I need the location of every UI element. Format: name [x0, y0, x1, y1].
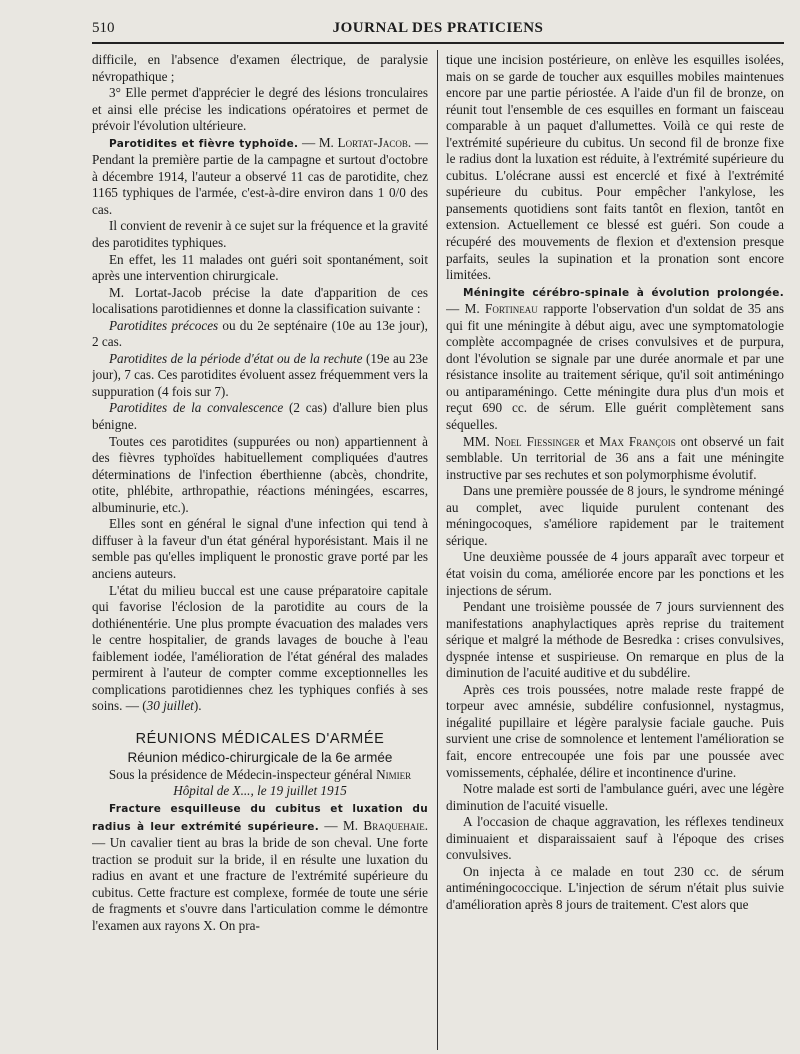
article-title: Parotidites et fièvre typhoïde.: [109, 137, 299, 150]
paragraph: MM. Noel Fiessinger et Max François ont observé un fait semblable. Un territorial de 36 ans a fait une méningite instructive par ses rechutes et son polymorphisme évolutif.: [446, 433, 784, 482]
article-meningite: Méningite cérébro-spinale à évolution prolongée. — M. Fortineau rapporte l'observation d'un soldat de 35 ans qui fit une méningite à début aigu, avec une symptomatologie complète accompagnée de crises convulsives et de purpura, dont l'évolution se signale par une durée anormale et par une résistance insolite au traitement sérique, qu'il soit antiméningo ou antiparaméningo. Cette méningite dura plus d'un mois et reçut 690 cc. de sérum. Elle guérit complètement sans séquelles.: [446, 286, 784, 433]
journal-title: JOURNAL DES PRATICIENS: [332, 20, 544, 36]
left-column: [92, 52, 428, 1052]
article-fracture: Fracture esquilleuse du cubitus et luxation du radius à leur extrémité supérieure. — M. Braquehaie. — Un cavalier tient au bras la bride de son cheval. Une forte traction se produit sur la bride, il en résulte une luxation du radius en avant et une fracture de l'extrémité supérieure du cubitus. Cette fracture est complexe, formée de toute une série de fragments et s'ouvre dans l'articulation comme le démontre l'examen aux rayons X. On pra-: [92, 802, 428, 933]
header-rule: [92, 42, 784, 44]
paragraph: L'état du milieu buccal est une cause préparatoire capitale qui favorise l'éclosion de la parotidite au cours de la dothiénentérie. Une plus prompte évacuation des malades vers le centre hospitalier, de grands lavages de bouche à l'eau faiblement iodée, l'amélioration de l'état général des malades permirent à l'auteur de compter comme exceptionnelles les complications parotidiennes chez les typhiques confiés à ses soins. — (30 juillet).: [92, 582, 428, 714]
author-name: Noel Fiessinger: [494, 433, 580, 449]
president-name: Nimier: [376, 766, 412, 782]
paragraph: Toutes ces parotidites (suppurées ou non) appartiennent à des fièvres typhoïdes habituellement compliquées d'autres déterminations de l'infection éberthienne (abcès, chondrite, otite, phlébite, arthropathie, réactions méningées, escarres, albuminurie, etc.).: [92, 433, 428, 515]
right-column: [446, 52, 784, 1052]
paragraph: Après ces trois poussées, notre malade reste frappé de torpeur avec amnésie, subdélire confusionnel, nystagmus, inégalité pupillaire et légère paralysie faciale gauche. Puis survient une crise de somnolence et lentement l'amélioration se fait, encore entrecoupée une fois par une poussée avec vomissements, céphalée, délire et incontinence d'urine.: [446, 681, 784, 780]
paragraph: M. Lortat-Jacob précise la date d'apparition de ces localisations parotidiennes et donne la classification suivante :: [92, 284, 428, 317]
presidency-line: Sous la présidence de Médecin-inspecteur général Nimier: [108, 766, 412, 782]
classification-item: Parotidites de la période d'état ou de la rechute (19e au 23e jour), 7 cas. Ces parotidites évoluent assez fréquemment vers la suppuration (4 fois sur 7).: [92, 350, 428, 399]
classification-item: Parotidites de la convalescence (2 cas) d'allure bien plus bénigne.: [92, 400, 428, 433]
page-number: 510: [92, 20, 115, 36]
paragraph: Dans une première poussée de 8 jours, le syndrome méningé au complet, avec liquide purulent contenant des méningocoques, s'améliore rapidement par le traitement sérique.: [446, 483, 784, 548]
article-title: Méningite cérébro-spinale à évolution prolongée.: [463, 286, 784, 299]
running-header: [92, 20, 784, 40]
author-name: Lortat-Jacob: [337, 134, 408, 150]
author-name: Max François: [599, 433, 676, 449]
paragraph: Notre malade est sorti de l'ambulance guéri, avec une légère diminution de l'acuité visuelle.: [446, 781, 784, 813]
paragraph: En effet, les 11 malades ont guéri soit spontanément, soit après une intervention chirurgicale.: [92, 251, 428, 284]
column-divider: [437, 50, 438, 1050]
paragraph: Elles sont en général le signal d'une infection qui tend à diffuser à la faveur d'un état général hyporésistant. Mais il ne semble pas qu'elles impliquent le pronostic grave porté par les anciens auteurs.: [92, 516, 428, 581]
section-heading: RÉUNIONS MÉDICALES D'ARMÉE: [135, 730, 385, 747]
paragraph: tique une incision postérieure, on enlève les esquilles isolées, mais on se garde de toucher aux esquilles mobiles maintenues encore par une partie périostée. A l'aide d'un fil de bronze, on réunit tout l'ensemble de ces esquilles en formant un faisceau comparable à un paquet d'allumettes. Voilà ce qui reste de l'extrémité supérieure du cubitus. Un second fil de bronze fixe le radius dont la luxation est réduite, à l'extrémité supérieure du cubitus. L'olécrane aussi est encerclé et fixé à l'extrémité supérieure du cubitus. Pour empêcher l'ankylose, les pansements quotidiens sont faits tantôt en flexion, tantôt en extension. Actuellement ce blessé est guéri. Son coude a récupéré des mouvements de flexion et d'extension presque parfaits, seules la supination et la pronation sont encore limitées.: [446, 52, 784, 283]
paragraph: On injecta à ce malade en tout 230 cc. de sérum antiméningococcique. L'injection de sérum n'était plus suivie d'amélioration après 8 jours de traitement. C'est alors que: [446, 863, 784, 912]
article-parotidites: Parotidites et fièvre typhoïde. — M. Lortat-Jacob. — Pendant la première partie de la campagne et surtout d'octobre à décembre 1914, l'auteur a observé 11 cas de parotidite, chez 1165 typhiques de l'armée, c'est-à-dire environ dans 1 0/0 des cas.: [92, 134, 428, 217]
paragraph: Il convient de revenir à ce sujet sur la fréquence et la gravité des parotidites typhiques.: [92, 218, 428, 251]
sub-heading: Réunion médico-chirurgicale de la 6e armée: [127, 749, 393, 765]
classification-item: Parotidites précoces ou du 2e septénaire (10e au 13e jour), 2 cas.: [92, 317, 428, 350]
paragraph: Une deuxième poussée de 4 jours apparaît avec torpeur et état voisin du coma, améliorée encore par les ponctions et les injections de sérum.: [446, 549, 784, 598]
paragraph: 3° Elle permet d'apprécier le degré des lésions tronculaires et ainsi elle précise les indications opératoires et permet de prévoir l'évolution ultérieure.: [92, 85, 428, 134]
paragraph: Pendant une troisième poussée de 7 jours surviennent des manifestations anaphylactiques après reprise du traitement sérique et malgré la méthode de Besredka : crises convulsives, dyspnée intense et suspirieuse. On remarque en plus de la diminution de l'acuité auditive et du subdélire.: [446, 599, 784, 681]
author-name: Braquehaie: [363, 817, 425, 833]
place-date-line: Hôpital de X..., le 19 juillet 1915: [173, 783, 347, 799]
article-title: Fracture esquilleuse du cubitus et luxation du radius à leur extrémité supérieure.: [92, 802, 428, 833]
paragraph: A l'occasion de chaque aggravation, les réflexes tendineux diminuaient et disparaissaient sauf à l'époque des crises convulsives.: [446, 814, 784, 863]
paragraph: difficile, en l'absence d'examen électrique, de paralysie névropathique ;: [92, 52, 428, 84]
author-name: Fortineau: [485, 301, 538, 317]
